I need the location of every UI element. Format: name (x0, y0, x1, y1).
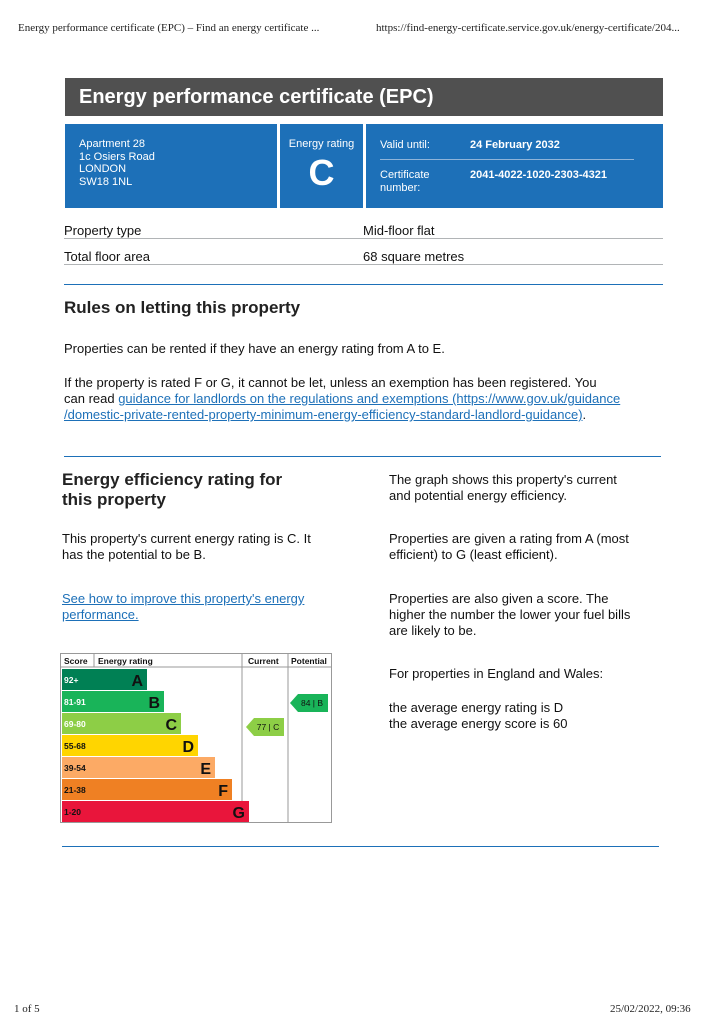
address-line: SW18 1NL (79, 175, 133, 188)
explanation-line: Properties are given a rating from A (most (389, 531, 629, 546)
efficiency-heading-line: this property (62, 490, 166, 509)
address-panel (65, 124, 277, 208)
band-score-label: 55-68 (64, 741, 86, 751)
chart-header-rating: Energy rating (98, 656, 153, 666)
current-rating-line: This property's current energy rating is C. It (62, 531, 311, 546)
print-header-title: Energy performance certificate (EPC) – Find an energy certificate ... (18, 22, 320, 34)
section-divider (64, 284, 663, 285)
band-letter-c: C (165, 717, 177, 734)
landlord-guidance-url[interactable]: (https://www.gov.uk/guidance (448, 391, 621, 406)
average-rating-text (389, 700, 568, 732)
divider (380, 159, 634, 160)
explanation-line: Properties are also given a score. The (389, 591, 609, 606)
letting-heading: Rules on letting this property (64, 298, 301, 317)
divider (64, 264, 663, 265)
score-explanation (389, 591, 630, 639)
floor-area-label: Total floor area (64, 249, 150, 264)
certificate-number-label: Certificate number: (380, 169, 430, 194)
certificate-details-panel (366, 124, 663, 208)
efficiency-heading (62, 470, 282, 510)
average-rating-line: the average energy rating is D (389, 700, 564, 715)
divider (64, 238, 663, 239)
energy-rating-letter: C (308, 152, 335, 193)
band-letter-d: D (182, 739, 194, 756)
letting-para-1: Properties can be rented if they have an energy rating from A to E. (64, 341, 445, 356)
page-title: Energy performance certificate (EPC) (65, 78, 663, 116)
improve-link-line[interactable]: performance. (62, 607, 139, 622)
certificate-number-value: 2041-4022-1020-2303-4321 (470, 169, 608, 181)
band-letter-g: G (232, 805, 245, 822)
property-type-value: Mid-floor flat (363, 223, 435, 238)
energy-rating-panel (280, 124, 363, 208)
address-line: LONDON (79, 163, 127, 175)
valid-until-label: Valid until: (380, 139, 430, 151)
band-letter-a: A (131, 673, 143, 690)
section-divider (62, 846, 659, 847)
explanation-line: and potential energy efficiency. (389, 488, 568, 503)
potential-rating-label: 84 | B (300, 698, 324, 708)
letting-para-2-suffix: . (582, 407, 587, 422)
explanation-line: higher the number the lower your fuel bills (389, 607, 631, 622)
energy-rating-chart (60, 653, 332, 823)
england-wales-intro: For properties in England and Wales: (389, 666, 604, 681)
floor-area-value: 68 square metres (363, 249, 465, 264)
band-letter-f: F (218, 783, 228, 800)
improve-performance-link[interactable] (62, 591, 304, 623)
address-line: Apartment 28 (79, 138, 146, 150)
graph-explanation (389, 472, 617, 504)
band-score-label: 21-38 (64, 785, 86, 795)
chart-header-score: Score (64, 656, 88, 666)
explanation-line: The graph shows this property's current (389, 472, 617, 487)
average-score-line: the average energy score is 60 (389, 716, 568, 731)
current-rating-label: 77 | C (256, 722, 280, 732)
address-line: 1c Osiers Road (79, 150, 155, 163)
landlord-guidance-link[interactable]: guidance for landlords on the regulations and exemptions (118, 391, 449, 406)
band-bar-g (94, 801, 249, 822)
print-footer-datetime: 25/02/2022, 09:36 (610, 1003, 691, 1015)
landlord-guidance-url-cont[interactable]: /domestic-private-rented-property-minimum-energy-efficiency-standard-landlord-guidance) (64, 407, 583, 422)
section-divider (64, 456, 661, 457)
band-score-label: 92+ (64, 675, 79, 685)
rating-explanation (389, 531, 629, 563)
band-score-label: 39-54 (64, 763, 86, 773)
print-footer-page: 1 of 5 (14, 1003, 40, 1015)
efficiency-heading-line: Energy efficiency rating for (62, 470, 283, 489)
property-type-label: Property type (64, 223, 142, 238)
letting-para-2-line: If the property is rated F or G, it cannot be let, unless an exemption has been registered. You (64, 375, 597, 390)
band-score-label: 81-91 (64, 697, 86, 707)
letting-para-2-prefix: can read (64, 391, 119, 406)
band-letter-e: E (200, 761, 211, 778)
band-score-label: 69-80 (64, 719, 86, 729)
chart-header-current: Current (248, 656, 279, 666)
band-bar-f (94, 779, 232, 800)
explanation-line: efficient) to G (least efficient). (389, 547, 558, 562)
current-rating-text (62, 531, 311, 563)
energy-rating-label: Energy rating (288, 138, 355, 150)
band-bar-e (94, 757, 215, 778)
improve-link-line[interactable]: See how to improve this property's energy (62, 591, 305, 606)
valid-until-value: 24 February 2032 (470, 139, 560, 151)
current-rating-line: has the potential to be B. (62, 547, 206, 562)
letting-para-2 (64, 375, 664, 423)
band-score-label: 1-20 (64, 807, 82, 817)
explanation-line: are likely to be. (389, 623, 477, 638)
print-header-url: https://find-energy-certificate.service.gov.uk/energy-certificate/204... (376, 22, 680, 34)
band-letter-b: B (148, 695, 160, 712)
chart-header-potential: Potential (291, 656, 327, 666)
